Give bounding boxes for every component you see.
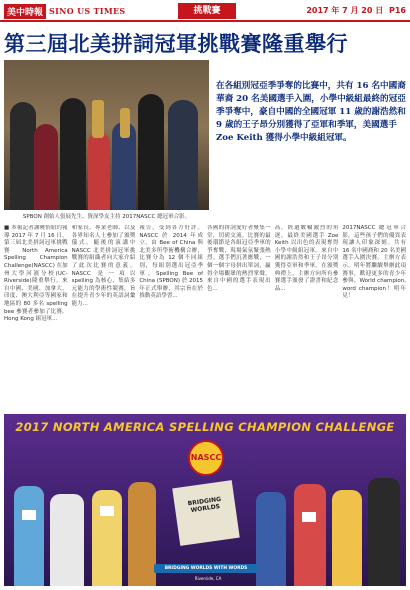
masthead (0, 0, 410, 22)
date: 2017 年 7 月 20 日 (306, 6, 384, 15)
banner-board: BRIDGING WORLDS (172, 480, 239, 546)
photo-person (60, 98, 86, 210)
contestant-placard (100, 506, 114, 516)
contestant (294, 484, 326, 586)
brand-logo (4, 3, 125, 19)
contestant (332, 490, 362, 586)
article-column: 2017NASCC 總冠軍合影，這些孩子們的優異表現讓人印象深刻。共有 16 名中國裔和 20 名美國選手入圍決賽。主辦方表示，明年將繼續舉辦此項賽事，歡迎更多的青少年參與。World champion, word champion！明年見！ (342, 225, 407, 300)
article-column: 和家長、專業老師、以及各界知名人士參加了頒獎儀式。隨後的演講中 NASCC 北美拼詞冠軍挑戰賽的組織者向大家介紹了此次比賽的意義。NASCC 是一項以 spelling 為核心、集結多元能力的學術性競賽，旨在提升青少年的英語詞彙能力... (71, 225, 136, 307)
article-columns (4, 225, 406, 410)
contestant (50, 494, 84, 586)
trophy-icon (92, 100, 104, 138)
article-column: 各國的拼詞愛好者聚集一堂，切磋交流。比賽的最後環節是各組冠亞季軍的爭奪戰，現場氣氛緊張熱烈。選手們沉著應戰，一個一個字母拼出單詞，贏得全場觀眾的熱烈掌聲。來自中國的選手表現出色... (207, 225, 271, 292)
contestant (92, 490, 122, 586)
photo-person (88, 132, 110, 210)
article-column: 高。經過數輪激烈的角逐，最終美國選手 Zoe Keith 以出色的表現奪得小學中級組冠軍。來自中國的謝浩然和王子昂分別獲得亞軍和季軍。在頒獎典禮上，主辦方向所有參賽選手頒發了證書和紀念品... (274, 225, 339, 292)
dateline (303, 5, 406, 16)
page-number: P16 (389, 6, 406, 15)
event-banner (4, 414, 406, 586)
lede: 在各組別冠亞季爭奪的比賽中，共有 16 名中國裔華裔 20 名美國選手入圍，小學中級組最終的冠亞季爭奪中，豪自中國的全國冠軍 11 歲的謝浩然和 9 歲的王子昂分別獲得了亞軍和季軍，美國選手 Zoe Keith 獲得小學中級組冠軍。 (216, 81, 406, 143)
brand-cn: 美中時報 (4, 4, 46, 19)
group-photo (4, 60, 209, 210)
headline: 第三屆北美拼詞冠軍挑戰賽隆重舉行 (4, 31, 348, 56)
photo-person (34, 124, 58, 210)
photo-person (10, 102, 36, 210)
photo-caption: SPBON 創始人張展先生、資深學友主持 2017NASCC 總冠軍合影。 (22, 214, 191, 220)
contestant-placard (302, 512, 316, 522)
banner-tag: Riverside, CA (194, 576, 222, 581)
contestant (14, 486, 44, 586)
article-column: 報告，受到各方好評。NASCC 於 2014 年成立，由 Bee of China 與北美多所學術機構合辦，比賽分為 12 個不同組別，每組別選出冠亞季軍。Spelling Bee of China (SPBON) 於 2015 年正式舉辦，其宗旨在於推動英語學習... (139, 225, 204, 300)
banner-title: 2017 NORTH AMERICA SPELLING CHAMPION CHALLENGE (15, 420, 395, 434)
contestant-placard (22, 510, 36, 520)
section-tab: 挑戰賽 (178, 3, 236, 19)
contestant (368, 478, 400, 586)
brand-en: SINO US TIMES (49, 6, 126, 16)
bottom-sign: BRIDGING WORLDS WITH WORDS (154, 564, 258, 573)
event-badge: NASCC (188, 440, 224, 476)
article-column: ■ 本報記者謝曉怡紐約報導 2017 年 7 月 16 日，第三屆北美拼詞冠軍挑戰賽 North America Spelling Champion Challenge(NASCC) 在加州大學河濱分校(UC-Riverside)隆重舉行。來自中國、美國、加拿大、印度、澳大利亞等國家和地區的 80 多名 spelling bee 參賽者參加了比賽。Hong Kong 組冠軍... (4, 225, 68, 323)
trophy-icon (120, 108, 130, 138)
photo-person (168, 100, 198, 210)
contestant (256, 492, 286, 586)
contestant (128, 482, 156, 586)
photo-person (138, 94, 164, 210)
